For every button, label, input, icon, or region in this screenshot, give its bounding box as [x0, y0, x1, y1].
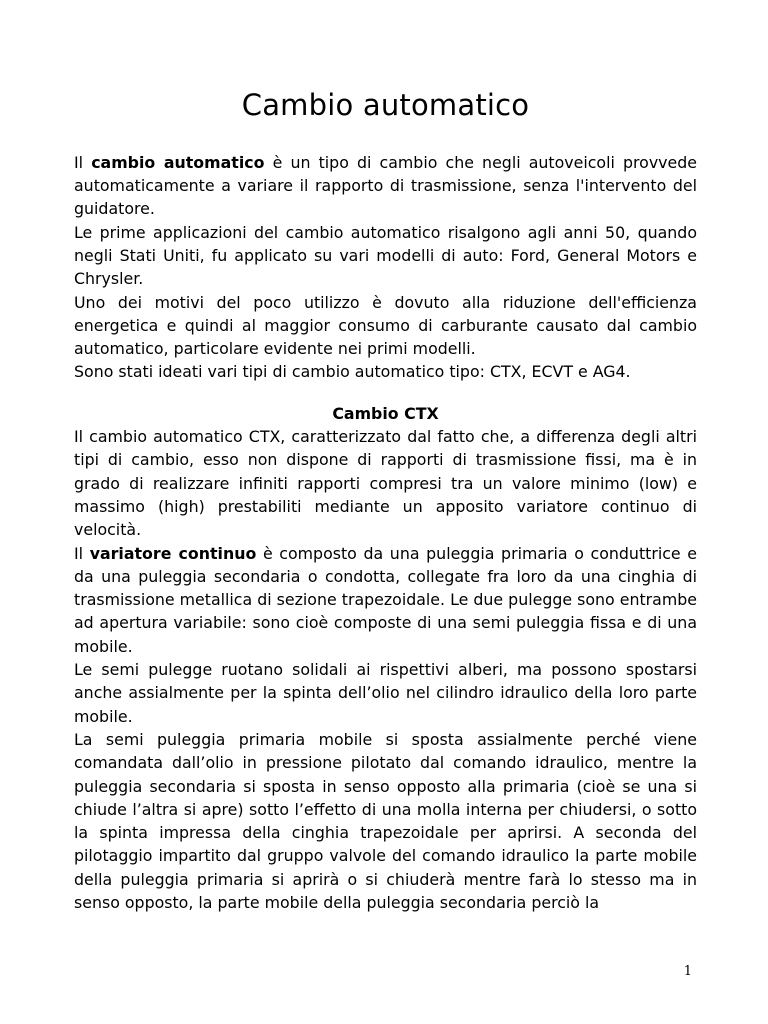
- term-variatore-continuo: variatore continuo: [89, 543, 257, 563]
- intro-paragraph-1: [74, 151, 697, 221]
- ctx-paragraph-2: [74, 542, 697, 658]
- intro-paragraph-3: Uno dei motivi del poco utilizzo è dovuto alla riduzione dell'efficienza energetica e quindi al maggior consumo di carburante causato dal cambio automatico, particolare evidente nei primi modelli.: [74, 292, 697, 359]
- term-cambio-automatico: cambio automatico: [91, 152, 265, 172]
- ctx-p2-prefix: Il: [74, 543, 90, 563]
- document-title: Cambio automatico: [241, 88, 530, 122]
- ctx-paragraph-3: Le semi pulegge ruotano solidali ai rispettivi alberi, ma possono spostarsi anche assialmente per la spinta dell’olio nel cilindro idraulico della loro parte mobile.: [74, 660, 697, 726]
- intro-p1-prefix: Il: [74, 152, 92, 172]
- ctx-p2-suffix: è composto da una puleggia primaria o conduttrice e da una puleggia secondaria o condotta, collegate fra loro da una cinghia di trasmissione metallica di sezione trapezoidale. Le due pulegge sono entrambe ad apertura variabile: sono cioè composte di una semi puleggia fissa e di una mobile.: [74, 543, 697, 656]
- document-page: [74, 88, 697, 914]
- ctx-paragraph-1: Il cambio automatico CTX, caratterizzato dal fatto che, a differenza degli altri tipi di cambio, esso non dispone di rapporti di trasmissione fissi, ma è in grado di realizzare infiniti rapporti compresi tra un valore minimo (low) e massimo (high) prestabiliti mediante un apposito variatore continuo di velocità.: [74, 427, 697, 540]
- page-number: 1: [683, 964, 692, 979]
- intro-p1-suffix: è un tipo di cambio che negli autoveicoli provvede automaticamente a variare il rapporto di trasmissione, senza l'intervento del guidatore.: [74, 152, 697, 219]
- ctx-paragraph-4: La semi puleggia primaria mobile si sposta assialmente perché viene comandata dall’olio in pressione pilotato dal comando idraulico, mentre la puleggia secondaria si sposta in senso opposto alla primaria (cioè se una si chiude l’altra si apre) sotto l’effetto di una molla interna per chiudersi, o sotto la spinta impressa della cinghia trapezoidale per aprirsi. A seconda del pilotaggio impartito dal gruppo valvole del comando idraulico la parte mobile della puleggia primaria si aprirà o si chiuderà mentre farà lo stesso ma in senso opposto, la parte mobile della puleggia secondaria perciò la: [74, 729, 697, 912]
- section-heading-ctx: Cambio CTX: [332, 403, 439, 423]
- intro-paragraph-2: Le prime applicazioni del cambio automatico risalgono agli anni 50, quando negli Stati Uniti, fu applicato su vari modelli di auto: Ford, General Motors e Chrysler.: [74, 222, 697, 289]
- intro-paragraph-4: Sono stati ideati vari tipi di cambio automatico tipo: CTX, ECVT e AG4.: [74, 362, 631, 382]
